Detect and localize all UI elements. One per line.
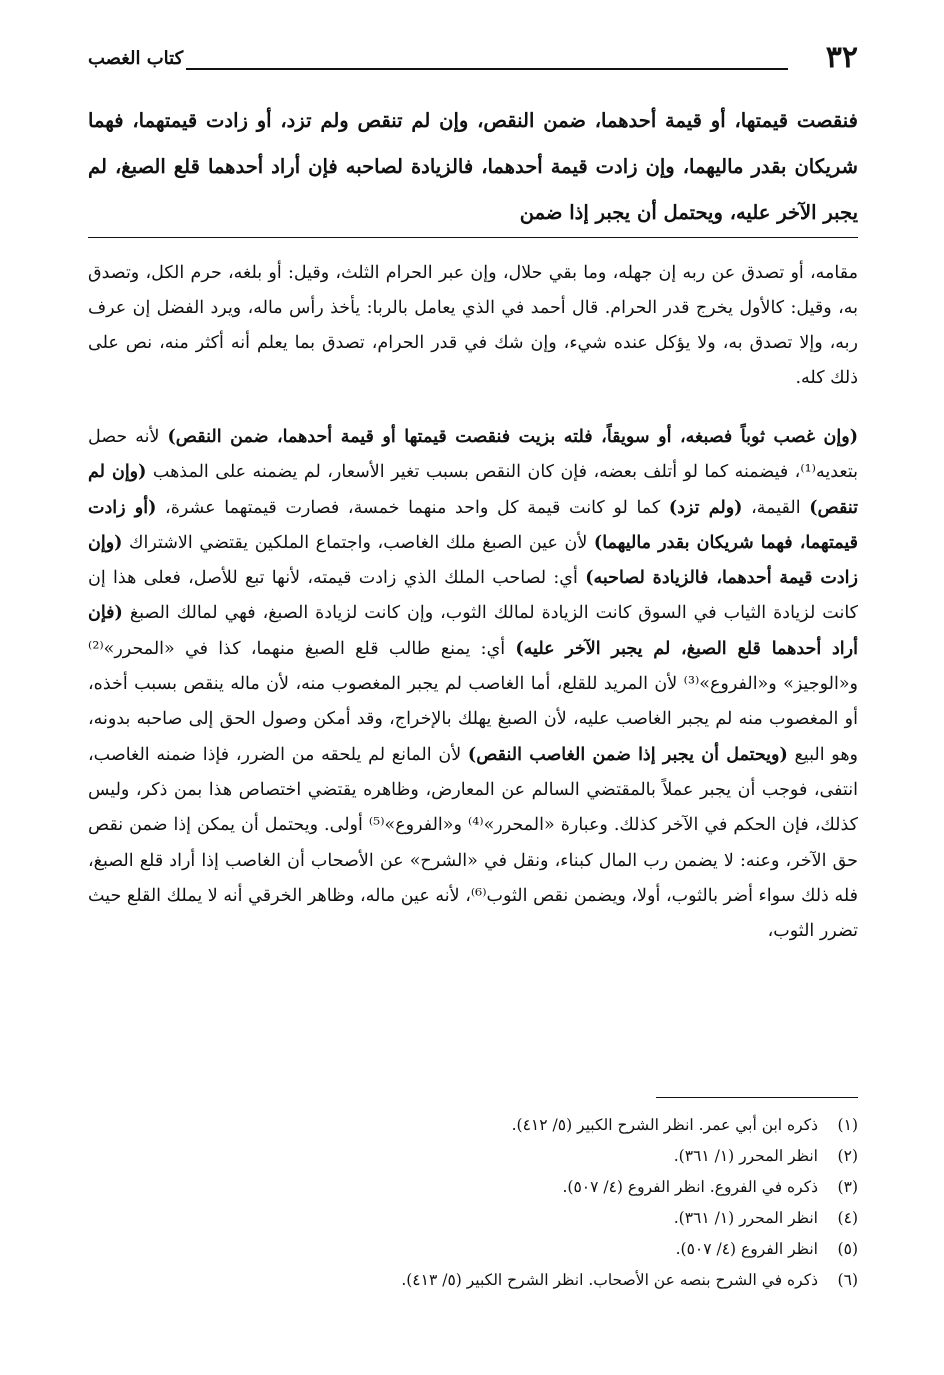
commentary-text: كما لو كانت قيمة كل واحد منهما خمسة، فصارت قيمتهما عشرة، (156, 497, 669, 518)
footnote-item (88, 1203, 858, 1234)
page-number: ٣٢ (825, 40, 858, 75)
footnote-text: انظر المحرر (١/ ٣٦١). (673, 1209, 818, 1227)
commentary-text: لأن المانع لم يلحقه من الضرر، فإذا ضمنه الغاصب، انتفى، فوجب أن يجبر عملاً بالمقتضي السالم عن المعارض، وظاهره يقتضي اختصاص هذا بمن ذكر، وليس كذلك، فإن الحكم في الآخر كذلك. وعبارة «المحرر»⁽⁴⁾ و«الفروع»⁽⁵⁾ أولى. ويحتمل أن يمكن إذا ضمن نقص حق الآخر، وعنه: لا يضمن رب المال كبناء، ونقل في «الشرح» عن الأصحاب أن الغاصب إذا أراد قلع الصبغ، فله ذلك سواء أضر بالثوب، أولا، ويضمن نقص الثوب⁽⁶⁾، لأنه عين ماله، وظاهر الخرقي أنه لا يملك القلع حيث تضرر الثوب، (88, 744, 858, 942)
commentary-text: القيمة، (742, 497, 810, 518)
footnote-number: (٤) (837, 1209, 858, 1227)
matn-quote: (وإن زادت قيمة أحدهما، فالزيادة لصاحبه) (88, 532, 858, 589)
matn-quote: (وإن غصب ثوباً فصبغه، أو سويقاً، فلته بزيت فنقصت قيمتها أو قيمة أحدهما، ضمن النقص) (167, 427, 858, 447)
footnote-text: انظر المحرر (١/ ٣٦١). (673, 1147, 818, 1165)
footnote-number: (٢) (837, 1147, 858, 1165)
previous-commentary-block (88, 256, 858, 396)
matn-quote: (ولم تزد) (668, 497, 743, 518)
footnote-number: (٥) (837, 1240, 858, 1258)
commentary-text: لأنه حصل بتعديه⁽¹⁾، فيضمنه كما لو أتلف بعضه، فإن كان النقص بسبب تغير الأسعار، لم يضمنه على المذهب (88, 427, 858, 483)
commentary-text: أي: لصاحب الملك الذي زادت قيمته، لأنها تبع للأصل، فعلى هذا إن كانت لزيادة الثياب في السوق كانت الزيادة لمالك الثوب، وإن كانت لزيادة الصبغ، فهي لمالك الصبغ (88, 568, 858, 624)
commentary-paragraph (88, 420, 858, 949)
footnote-text: ذكره في الفروع. انظر الفروع (٤/ ٥٠٧). (562, 1178, 818, 1196)
matn-quote: (فإن أراد أحدهما قلع الصبغ، لم يجبر الآخر عليه) (88, 603, 858, 659)
page-header (88, 36, 858, 80)
matn-text-block (88, 98, 858, 236)
footnote-separator-rule (656, 1097, 858, 1098)
footnote-item (88, 1265, 858, 1296)
previous-commentary-paragraph: مقامه، أو تصدق عن ربه إن جهله، وما بقي حلال، وإن عبر الحرام الثلث، وقيل: أو بلغه، حرم الكل، وتصدق به، وقيل: كالأول يخرج قدر الحرام. قال أحمد في الذي يعامل بالربا: يأخذ رأس ماله، ويرد الفضل إن عرف ربه، وإلا تصدق به، ولا يؤكل عنده شيء، وإن شك في قدر الحرام، تصدق بما يعلم أنه أكثر منه، نص على ذلك كله. (88, 263, 858, 388)
header-rule (186, 68, 788, 70)
footnote-number: (٣) (837, 1178, 858, 1196)
matn-quote: (وإن لم تنقص) (88, 462, 858, 518)
footnote-text: ذكره ابن أبي عمر. انظر الشرح الكبير (٥/ ٤١٢). (511, 1116, 818, 1134)
footnote-number: (١) (837, 1116, 858, 1134)
commentary-block (88, 420, 858, 949)
commentary-text: أي: يمنع طالب قلع الصبغ منهما، كذا في «المحرر»⁽²⁾ و«الوجيز» و«الفروع»⁽³⁾ لأن المريد للقلع، أما الغاصب لم يجبر المغصوب منه، لأن ماله ينقص بسبب أخذه، أو المغصوب منه لم يجبر الغاصب عليه، لأن الصبغ يهلك بالإخراج، وقد أمكن وصول الحق إلى صاحبه بدونه، وهو البيع (88, 638, 859, 765)
footnotes-block (88, 1110, 858, 1296)
matn-quote: (أو زادت قيمتهما، فهما شريكان بقدر ماليهما) (88, 497, 858, 553)
footnote-text: انظر الفروع (٤/ ٥٠٧). (675, 1240, 818, 1258)
footnote-item (88, 1172, 858, 1203)
footnote-text: ذكره في الشرح بنصه عن الأصحاب. انظر الشرح الكبير (٥/ ٤١٣). (401, 1271, 818, 1289)
chapter-title: كتاب الغصب (88, 48, 184, 69)
commentary-text: لأن عين الصبغ ملك الغاصب، واجتماع الملكين يقتضي الاشتراك (122, 532, 594, 553)
matn-quote: (ويحتمل أن يجبر إذا ضمن الغاصب النقص) (467, 744, 788, 765)
matn-paragraph: فنقصت قيمتها، أو قيمة أحدهما، ضمن النقص، وإن لم تنقص ولم تزد، أو زادت قيمتهما، فهما شريكان بقدر ماليهما، وإن زادت قيمة أحدهما، فالزيادة لصاحبه فإن أراد أحدهما قلع الصبغ، لم يجبر الآخر عليه، ويحتمل أن يجبر إذا ضمن (88, 109, 858, 224)
matn-separator-rule (88, 237, 858, 238)
footnote-item (88, 1110, 858, 1141)
footnote-number: (٦) (837, 1271, 858, 1289)
footnote-item (88, 1234, 858, 1265)
footnote-item (88, 1141, 858, 1172)
